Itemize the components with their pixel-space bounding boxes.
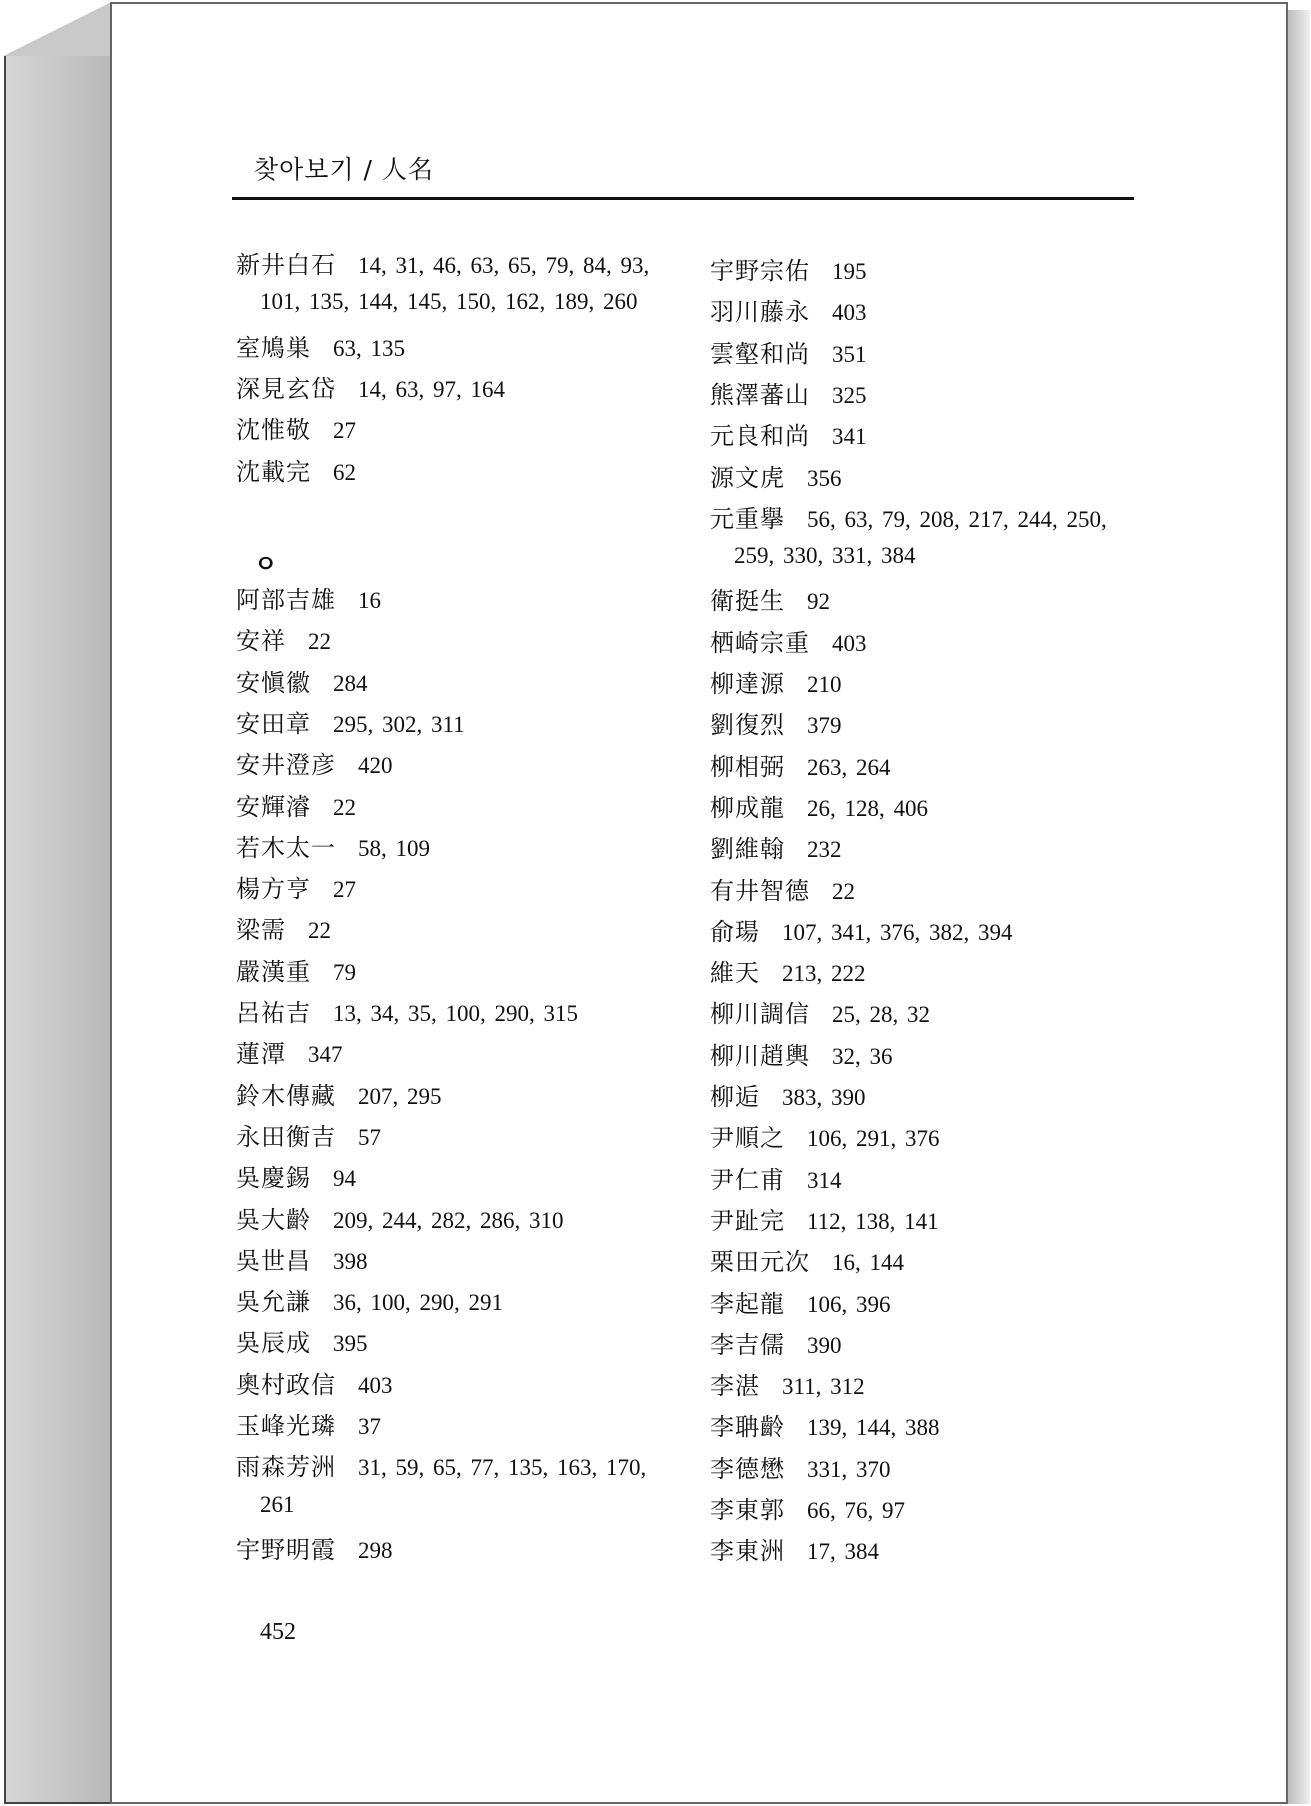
index-entry xyxy=(236,1081,442,1112)
entry-pages: 420 xyxy=(358,753,393,779)
entry-name: 李東洲 xyxy=(710,1537,785,1566)
entry-name: 吳辰成 xyxy=(236,1329,311,1358)
index-entry xyxy=(236,668,368,699)
entry-pages: 14, 63, 97, 164 xyxy=(358,376,505,402)
entry-pages: 56, 63, 79, 208, 217, 244, 250, xyxy=(807,506,1107,532)
entry-name: 吳允謙 xyxy=(236,1288,311,1317)
entry-pages: 210 xyxy=(807,672,842,697)
entry-name: 李東郭 xyxy=(710,1496,785,1524)
entry-pages: 263, 264 xyxy=(807,754,891,780)
entry-name: 吳大齡 xyxy=(236,1205,311,1234)
entry-name: 柳川趙輿 xyxy=(710,1041,810,1070)
entry-pages: 398 xyxy=(333,1248,368,1274)
entry-pages: 390 xyxy=(807,1332,842,1358)
entry-name: 雲壑和尚 xyxy=(710,339,810,368)
entry-name: 安井澄彦 xyxy=(236,751,336,780)
entry-pages: 16, 144 xyxy=(832,1250,904,1276)
entry-name: 安輝濬 xyxy=(236,792,311,821)
index-entry xyxy=(710,1536,879,1567)
entry-name: 元重擧 xyxy=(710,504,785,533)
index-entry xyxy=(710,958,866,989)
entry-name: 李起龍 xyxy=(710,1289,785,1318)
entry-pages: 94 xyxy=(333,1166,356,1192)
entry-name: 柳川調信 xyxy=(710,1000,810,1029)
entry-pages: 325 xyxy=(832,382,867,408)
entry-pages: 298 xyxy=(358,1537,393,1563)
index-entry xyxy=(710,339,867,370)
entry-name: 元良和尚 xyxy=(710,422,810,451)
entry-name: 吳慶錫 xyxy=(236,1164,311,1193)
entry-name: 安祥 xyxy=(236,627,286,656)
header-rule xyxy=(232,197,1134,200)
entry-name: 奧村政信 xyxy=(236,1370,336,1399)
index-entry xyxy=(710,463,842,494)
entry-name: 鈴木傳藏 xyxy=(236,1081,336,1110)
index-entry xyxy=(236,333,405,364)
entry-name: 嚴漢重 xyxy=(236,957,311,986)
index-entry xyxy=(236,792,356,823)
entry-pages: 403 xyxy=(358,1372,393,1398)
entry-pages: 395 xyxy=(333,1331,368,1357)
entry-name: 劉復烈 xyxy=(710,711,785,740)
entry-name: 深見玄岱 xyxy=(236,374,336,403)
entry-pages: 314 xyxy=(807,1167,842,1193)
index-entry xyxy=(710,669,842,700)
entry-name: 劉維翰 xyxy=(710,835,785,864)
entry-pages: 232 xyxy=(807,837,842,863)
entry-name: 阿部吉雄 xyxy=(236,586,336,614)
index-entry xyxy=(236,915,331,946)
entry-name: 李德懋 xyxy=(710,1454,785,1483)
entry-name: 維天 xyxy=(710,959,760,988)
page-number: 452 xyxy=(260,1619,296,1645)
entry-pages: 379 xyxy=(807,713,842,739)
index-entry xyxy=(236,1163,356,1194)
index-entry xyxy=(236,709,465,740)
entry-name: 熊澤蕃山 xyxy=(710,380,810,409)
entry-name: 宇野宗佑 xyxy=(710,257,810,285)
entry-pages: 107, 341, 376, 382, 394 xyxy=(782,919,1013,945)
book-spine-top xyxy=(4,2,112,56)
entry-pages: 106, 396 xyxy=(807,1291,891,1317)
index-entry xyxy=(236,1411,381,1442)
entry-pages: 26, 128, 406 xyxy=(807,795,928,821)
entry-name: 李聃齡 xyxy=(710,1413,785,1442)
entry-pages: 209, 244, 282, 286, 310 xyxy=(333,1207,564,1233)
section-marker: ㅇ xyxy=(254,550,278,578)
index-entry xyxy=(710,628,867,659)
index-entry xyxy=(236,1246,368,1277)
index-entry xyxy=(710,710,842,741)
index-entry xyxy=(710,1247,904,1278)
index-entry xyxy=(236,750,393,781)
entry-name: 雨森芳洲 xyxy=(236,1453,336,1482)
index-entry xyxy=(710,504,1107,535)
index-entry xyxy=(710,1495,905,1526)
index-entry xyxy=(710,876,855,907)
entry-pages: 63, 135 xyxy=(333,335,405,361)
entry-pages: 32, 36 xyxy=(832,1043,893,1069)
entry-pages: 36, 100, 290, 291 xyxy=(333,1290,503,1316)
entry-pages: 383, 390 xyxy=(782,1085,866,1110)
index-entry xyxy=(710,1330,842,1361)
index-entry xyxy=(236,1122,381,1153)
entry-name: 永田衡吉 xyxy=(236,1122,336,1151)
entry-pages-continuation: 261 xyxy=(260,1491,295,1517)
index-entry xyxy=(710,917,1013,948)
entry-pages: 31, 59, 65, 77, 135, 163, 170, xyxy=(358,1455,647,1481)
entry-name: 安愼徽 xyxy=(236,668,311,697)
entry-name: 柳達源 xyxy=(710,670,785,698)
entry-name: 俞瑒 xyxy=(710,917,760,946)
entry-pages: 311, 312 xyxy=(782,1374,865,1400)
entry-name: 衛挺生 xyxy=(710,587,785,616)
index-entry xyxy=(236,1370,393,1401)
index-entry xyxy=(236,250,649,281)
entry-pages: 139, 144, 388 xyxy=(807,1415,940,1441)
entry-pages: 341 xyxy=(832,424,867,450)
entry-name: 宇野明霞 xyxy=(236,1535,336,1564)
entry-pages-continuation: 259, 330, 331, 384 xyxy=(734,543,916,569)
entry-pages: 295, 302, 311 xyxy=(333,711,465,737)
index-entry xyxy=(710,1412,940,1443)
entry-pages: 22 xyxy=(308,629,331,655)
entry-pages: 207, 295 xyxy=(358,1083,442,1109)
entry-pages-continuation: 101, 135, 144, 145, 150, 162, 189, 260 xyxy=(260,289,638,315)
entry-pages: 112, 138, 141 xyxy=(807,1208,939,1234)
entry-pages: 22 xyxy=(308,918,331,944)
entry-pages: 213, 222 xyxy=(782,961,866,987)
index-entry xyxy=(710,752,891,783)
entry-pages: 66, 76, 97 xyxy=(807,1498,905,1523)
entry-pages: 17, 384 xyxy=(807,1539,879,1565)
entry-pages: 22 xyxy=(333,794,356,820)
index-entry xyxy=(710,834,842,865)
entry-name: 栗田元次 xyxy=(710,1248,810,1277)
entry-name: 柳相弼 xyxy=(710,752,785,781)
entry-pages: 284 xyxy=(333,670,368,696)
entry-name: 柳成龍 xyxy=(710,793,785,822)
entry-pages: 351 xyxy=(832,341,867,367)
entry-pages: 58, 109 xyxy=(358,835,430,861)
index-entry xyxy=(710,1371,865,1402)
entry-pages: 62 xyxy=(333,459,356,485)
entry-name: 栖崎宗重 xyxy=(710,628,810,657)
index-entry xyxy=(236,1328,368,1359)
entry-name: 安田章 xyxy=(236,709,311,738)
entry-pages: 403 xyxy=(832,630,867,656)
entry-name: 李吉儒 xyxy=(710,1330,785,1359)
index-entry xyxy=(236,957,356,988)
entry-pages: 403 xyxy=(832,300,867,326)
entry-pages: 347 xyxy=(308,1042,343,1068)
entry-pages: 16 xyxy=(358,588,381,613)
index-entry xyxy=(236,1039,343,1070)
entry-pages: 57 xyxy=(358,1124,381,1150)
entry-name: 柳逅 xyxy=(710,1083,760,1111)
entry-pages: 195 xyxy=(832,259,867,284)
entry-pages: 27 xyxy=(333,877,356,903)
index-entry xyxy=(710,1289,891,1320)
index-entry xyxy=(710,1454,891,1485)
index-entry xyxy=(710,256,867,287)
entry-name: 尹趾完 xyxy=(710,1206,785,1235)
index-entry xyxy=(236,374,505,405)
index-entry xyxy=(236,874,356,905)
index-entry xyxy=(236,1205,564,1236)
entry-name: 羽川藤永 xyxy=(710,298,810,327)
index-entry xyxy=(236,415,356,446)
index-entry xyxy=(710,380,867,411)
entry-pages: 25, 28, 32 xyxy=(832,1002,930,1028)
book-spine xyxy=(4,56,112,1804)
index-entry xyxy=(236,998,578,1029)
entry-name: 若木太一 xyxy=(236,833,336,862)
page-edge-shadow xyxy=(1288,10,1310,1804)
entry-name: 尹順之 xyxy=(710,1124,785,1153)
entry-name: 蓮潭 xyxy=(236,1040,286,1069)
entry-name: 室鳩巣 xyxy=(236,333,311,362)
entry-name: 源文虎 xyxy=(710,463,785,492)
entry-name: 呂祐吉 xyxy=(236,999,311,1027)
index-entry xyxy=(710,1206,939,1237)
entry-name: 沈載完 xyxy=(236,457,311,486)
index-entry xyxy=(710,586,830,617)
index-entry xyxy=(236,833,430,864)
index-entry xyxy=(710,793,928,824)
index-entry xyxy=(236,1535,393,1566)
index-entry xyxy=(236,1452,646,1483)
index-entry xyxy=(710,999,930,1030)
entry-name: 沈惟敬 xyxy=(236,416,311,445)
entry-pages: 14, 31, 46, 63, 65, 79, 84, 93, xyxy=(358,253,650,278)
entry-name: 梁需 xyxy=(236,916,286,945)
entry-pages: 106, 291, 376 xyxy=(807,1126,940,1152)
entry-name: 有井智德 xyxy=(710,876,810,905)
index-entry xyxy=(236,1287,503,1318)
entry-name: 尹仁甫 xyxy=(710,1165,785,1194)
index-entry xyxy=(236,585,381,616)
index-entry xyxy=(710,1165,842,1196)
index-entry xyxy=(236,457,356,488)
entry-pages: 27 xyxy=(333,418,356,444)
index-entry xyxy=(710,1082,866,1113)
entry-pages: 92 xyxy=(807,589,830,615)
entry-pages: 22 xyxy=(832,878,855,904)
entry-name: 新井白石 xyxy=(236,251,336,279)
index-entry xyxy=(710,297,867,328)
index-entry xyxy=(710,1123,940,1154)
entry-name: 玉峰光璘 xyxy=(236,1412,336,1440)
page-header-title: 찾아보기 / 人名 xyxy=(254,155,434,184)
entry-pages: 13, 34, 35, 100, 290, 315 xyxy=(333,1001,578,1026)
index-entry xyxy=(236,626,331,657)
entry-name: 吳世昌 xyxy=(236,1246,311,1275)
index-entry xyxy=(710,421,867,452)
entry-name: 楊方亨 xyxy=(236,875,311,904)
entry-name: 李湛 xyxy=(710,1372,760,1401)
entry-pages: 356 xyxy=(807,465,842,491)
entry-pages: 79 xyxy=(333,959,356,985)
entry-pages: 37 xyxy=(358,1414,381,1439)
index-entry xyxy=(710,1041,893,1072)
entry-pages: 331, 370 xyxy=(807,1456,891,1482)
